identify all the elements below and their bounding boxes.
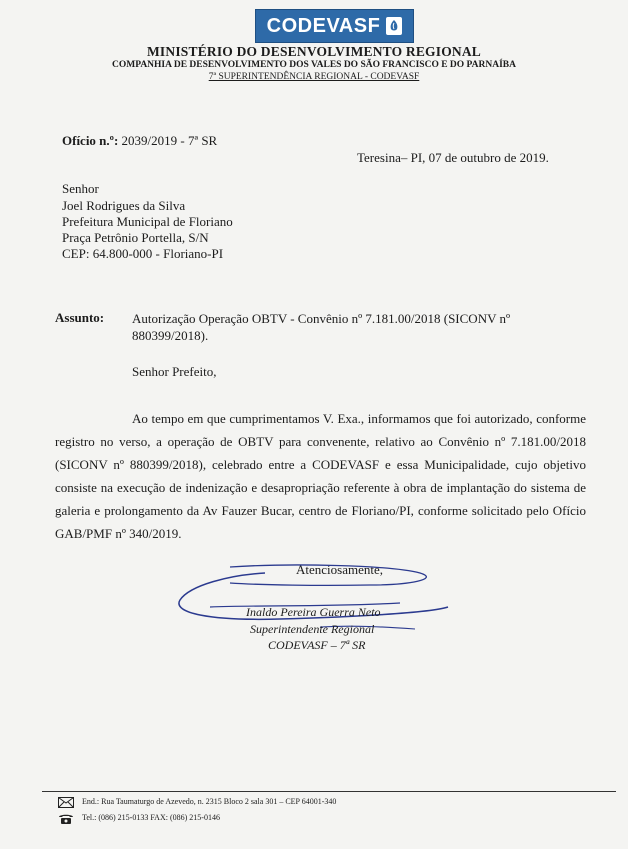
signer-org: CODEVASF – 7ª SR [268,638,366,652]
footer-phone: Tel.: (086) 215-0133 FAX: (086) 215-0146 [82,813,220,822]
closing: Atenciosamente, [296,562,383,577]
company-name: COMPANHIA DE DESENVOLVIMENTO DOS VALES DO SÃO FRANCISCO E DO PARNAÍBA [112,60,516,70]
footer-address: End.: Rua Taumaturgo de Azevedo, n. 2315 Bloco 2 sala 301 – CEP 64001-340 [82,797,337,806]
footer-divider [42,791,616,792]
ministry-title: MINISTÉRIO DO DESENVOLVIMENTO REGIONAL [146,44,482,59]
recipient-line: Praça Petrônio Portella, S/N [62,230,209,245]
recipient-line: CEP: 64.800-000 - Floriano-PI [62,246,224,261]
oficio-value: 2039/2019 - 7ª SR [118,133,218,148]
codevasf-logo [255,9,414,43]
recipient-line: Joel Rodrigues da Silva [62,198,186,213]
oficio-number [62,133,217,149]
envelope-icon [58,797,74,808]
subject-label: Assunto: [55,310,105,325]
oficio-label: Ofício n.º: [62,133,119,148]
signer-name: Inaldo Pereira Guerra Neto [246,605,381,619]
emblem-icon [386,17,402,35]
superintendence-name: 7ª SUPERINTENDÊNCIA REGIONAL - CODEVASF [208,72,420,82]
body-paragraph: Ao tempo em que cumprimentamos V. Exa., informamos que foi autorizado, conforme registro no verso, a operação de OBTV para convenente, relativo ao Convênio nº 7.181.00/2018 (SICONV nº 880399/2018), celebrado entre a CODEVASF e essa Municipalidade, cujo objetivo consiste na execução de indenização e desapropriação referente à obra de implantação do sistema de galeria e prolongamento da Av Fauzer Bucar, centro de Floriano/PI, conforme solicitado pelo Ofício GAB/PMF nº 340/2019. [55,411,586,541]
place-date: Teresina– PI, 07 de outubro de 2019. [357,150,549,165]
salutation: Senhor Prefeito, [132,364,217,379]
signer-role: Superintendente Regional [250,622,375,636]
logo-text: CODEVASF [266,14,381,37]
recipient-line: Prefeitura Municipal de Floriano [62,214,233,229]
subject-text: Autorização Operação OBTV - Convênio nº 7.181.00/2018 (SICONV nº 880399/2018). [132,311,511,343]
telephone-icon [58,813,74,824]
recipient-line: Senhor [62,181,99,196]
